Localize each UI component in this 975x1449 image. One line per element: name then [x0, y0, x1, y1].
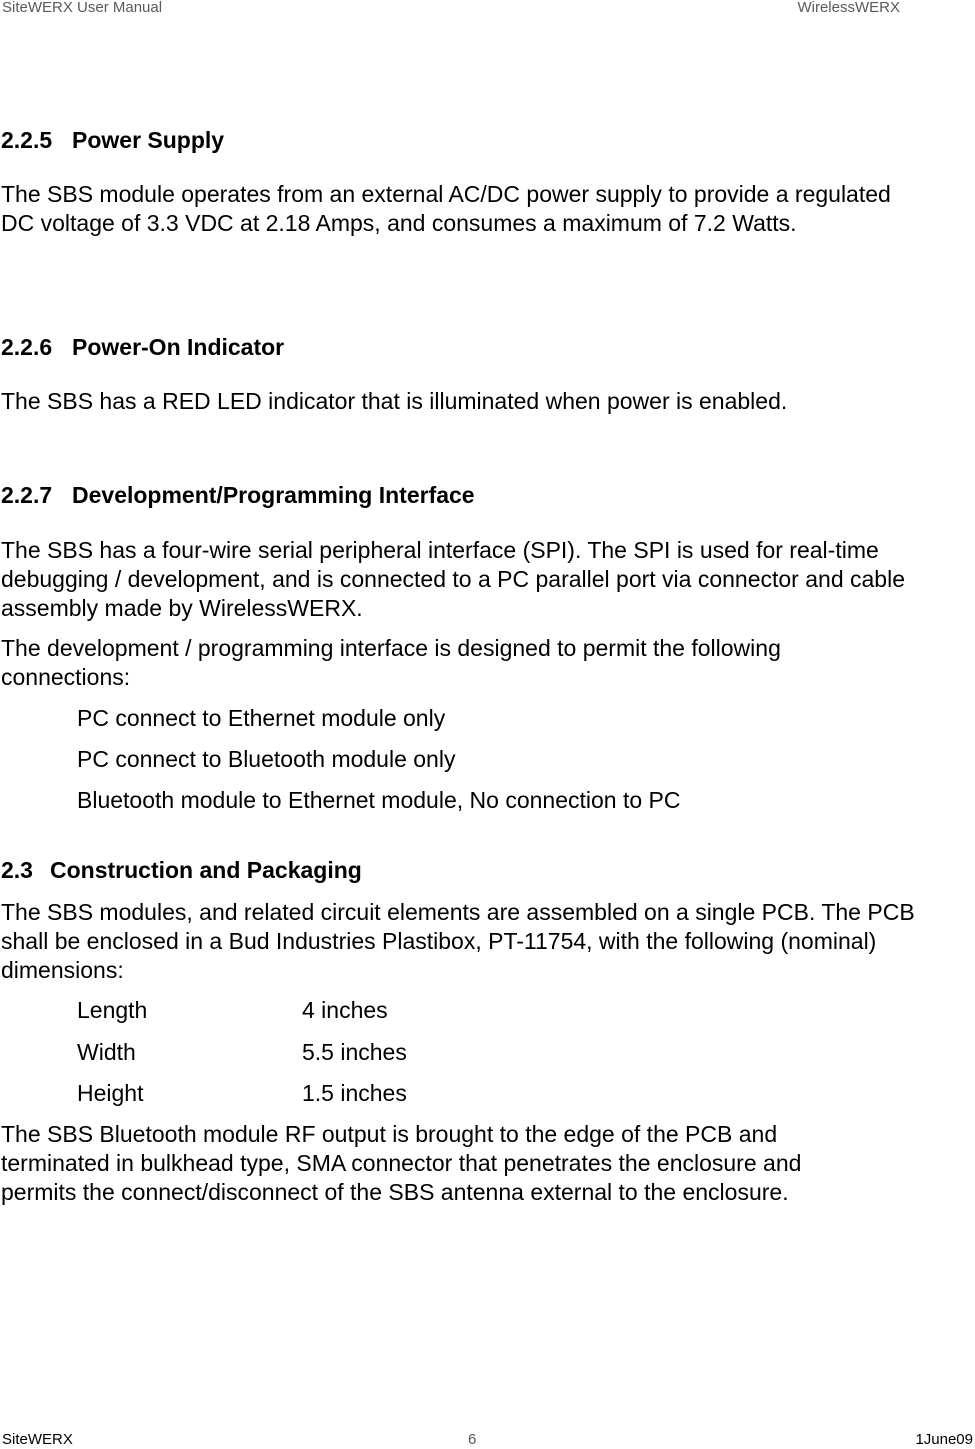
dimension-row [77, 996, 388, 1024]
section-number: 2.2.6 [1, 334, 53, 360]
dimension-value: 1.5 inches [302, 1080, 407, 1106]
section-2-2-5-body: The SBS module operates from an external AC/DC power supply to provide a regulated DC voltage of 3.3 VDC at 2.18 Amps, and consumes a maximum of 7.2 Watts. [1, 181, 891, 236]
section-2-2-6-body: The SBS has a RED LED indicator that is illuminated when power is enabled. [1, 388, 788, 414]
dimension-value: 5.5 inches [302, 1039, 407, 1065]
section-2-3-body-2: The SBS Bluetooth module RF output is brought to the edge of the PCB and terminated in bulkhead type, SMA connector that penetrates the enclosure and permits the connect/disconnect of the SBS antenna external to the enclosure. [1, 1121, 802, 1205]
section-title: Power Supply [72, 127, 225, 153]
dimension-row [77, 1038, 407, 1066]
dimension-value: 4 inches [302, 997, 388, 1023]
header-left-title: SiteWERX User Manual [2, 0, 163, 16]
section-number: 2.3 [1, 857, 33, 883]
footer-left-title: SiteWERX [2, 1431, 73, 1448]
list-item: Bluetooth module to Ethernet module, No connection to PC [77, 787, 681, 813]
section-title: Power-On Indicator [72, 334, 285, 360]
dimension-label: Height [77, 1080, 144, 1106]
section-2-2-5-heading [1, 126, 224, 154]
section-number: 2.2.5 [1, 127, 53, 153]
section-title: Development/Programming Interface [72, 482, 475, 508]
section-2-2-7-heading [1, 481, 475, 509]
list-item: PC connect to Ethernet module only [77, 705, 446, 731]
section-number: 2.2.7 [1, 482, 53, 508]
footer-date: 1June09 [915, 1431, 973, 1448]
dimension-label: Width [77, 1039, 136, 1065]
section-title: Construction and Packaging [50, 857, 362, 883]
dimension-row [77, 1079, 407, 1107]
section-2-2-7-body-1: The SBS has a four-wire serial peripheral interface (SPI). The SPI is used for real-time debugging / development, and is connected to a PC parallel port via connector and cable assembly made by WirelessWERX. [1, 537, 905, 621]
section-2-2-6-heading [1, 333, 284, 361]
list-item: PC connect to Bluetooth module only [77, 746, 456, 772]
header-right-title: WirelessWERX [797, 0, 900, 16]
dimension-label: Length [77, 997, 148, 1023]
page-number: 6 [468, 1431, 477, 1448]
section-2-2-7-body-2: The development / programming interface is designed to permit the following connections: [1, 635, 781, 690]
section-2-3-heading [1, 856, 362, 884]
section-2-3-body-1: The SBS modules, and related circuit elements are assembled on a single PCB. The PCB shall be enclosed in a Bud Industries Plastibox, PT-11754, with the following (nominal) dimensions: [1, 899, 915, 983]
